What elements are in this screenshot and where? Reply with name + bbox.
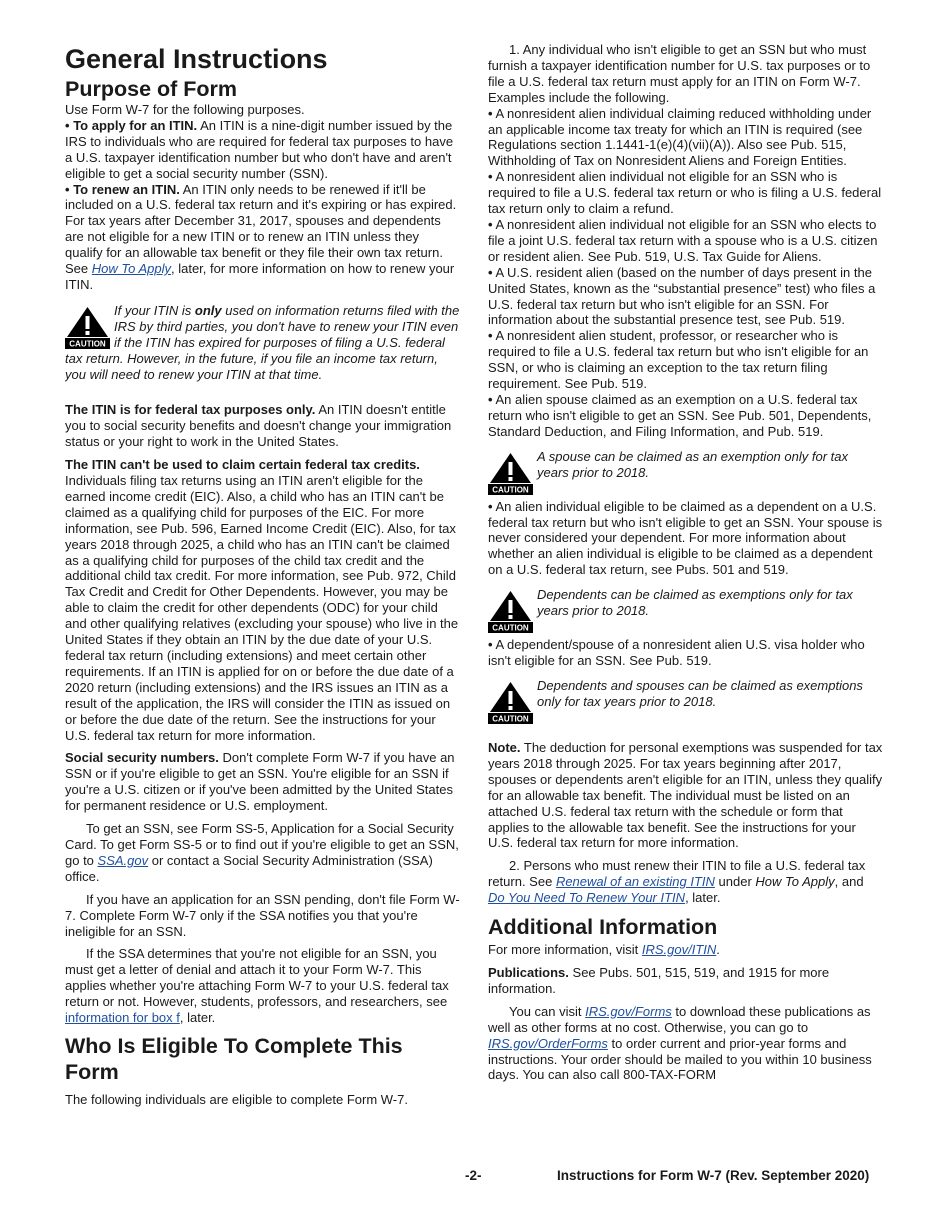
renew-heading: To renew an ITIN. (73, 181, 180, 197)
caution-text: A spouse can be claimed as an exemption only for tax years prior to 2018. (537, 448, 848, 480)
item-2-text: , and (834, 874, 864, 890)
bullet-text: A nonresident alien individual not eligible for an SSN who elects to file a joint U.S. federal tax return with a spouse who is a U.S. citizen or resident alien. See Pub. 519, U.S. Tax Guide for Aliens. (488, 216, 878, 264)
bullet-text: A nonresident alien student, professor, or researcher who is required to file a U.S. federal tax return but who isn't eligible for an SSN, or who is claiming an exception to the tax return filing requirement. See Pub. 519. (488, 328, 869, 392)
footer-title: Instructions for Form W-7 (Rev. September 2020) (557, 1168, 870, 1183)
item-2-text: under (714, 874, 756, 890)
left-column (65, 42, 460, 1108)
caution-note (65, 303, 460, 383)
note-heading: Note. (488, 740, 521, 755)
get-ssn-text: To get an SSN, see Form SS-5, Application for a Social Security Card. To get Form SS-5 or to find out if you're eligible to get an SSN, go to (65, 821, 459, 868)
more-info-text: For more information, visit (488, 942, 642, 958)
bullet-icon: • (488, 391, 493, 407)
denial-text-end: , later. (179, 1010, 216, 1026)
pending-paragraph: If you have an application for an SSN pending, don't file Form W-7. Complete Form W-7 only if the SSA notifies you that you're ineligible for an SSN. (65, 891, 460, 939)
irs-order-forms-link[interactable]: IRS.gov/OrderForms (488, 1035, 608, 1051)
caution-text-start: If your ITIN is (114, 302, 195, 318)
federal-heading: The ITIN is for federal tax purposes only. (65, 402, 316, 418)
ssn-paragraph (65, 750, 460, 814)
eligible-intro: The following individuals are eligible to complete Form W-7. (65, 1091, 408, 1107)
purpose-heading: Purpose of Form (65, 77, 238, 101)
caution-label: CAUTION (69, 339, 106, 349)
visit-text-end: to order current and prior-year forms and instructions. Your order should be mailed to you within 10 business days. You can also call 800-TAX-FORM (488, 1035, 872, 1083)
bullet-icon: • (65, 117, 70, 133)
bullet-text: A dependent/spouse of a nonresident alien U.S. visa holder who isn't eligible for an SSN. See Pub. 519. (488, 637, 865, 669)
caution-icon (488, 589, 533, 633)
bullet-icon: • (488, 328, 493, 344)
page-number: -2- (465, 1168, 482, 1183)
bullet-item (488, 217, 883, 265)
caution-text: Dependents can be claimed as exemptions only for tax years prior to 2018. (537, 587, 853, 619)
bullet-item (488, 169, 883, 217)
bullet-text: An alien individual eligible to be claimed as a dependent on a U.S. federal tax return but who isn't eligible to get an SSN. Your spouse is never considered your dependent. For more information about whether an alien individual is eligible to be claimed as a dependent on a U.S. federal tax return, see Pubs. 501 and 519. (488, 498, 883, 578)
renew-text-end: , later, for more information on how to renew your ITIN. (65, 261, 455, 292)
caution-label: CAUTION (492, 714, 529, 724)
federal-text: An ITIN doesn't entitle you to social security benefits and doesn't change your immigration status or your right to work in the United States. (65, 402, 452, 450)
how-to-apply-link[interactable]: How To Apply (91, 261, 171, 277)
denial-paragraph (65, 946, 460, 1026)
item-2-paragraph (488, 858, 883, 906)
denial-text: If the SSA determines that you're not eligible for an SSN, you must get a letter of denial and attach it to your Form W-7. This applies whether you're attaching Form W-7 to your U.S. federal tax return or not. However, students, professors, and researchers, see (65, 946, 449, 1010)
right-column (488, 42, 883, 1083)
how-to-apply-ref: How To Apply (755, 874, 835, 890)
item-1-paragraph: 1. Any individual who isn't eligible to get an SSN but who must furnish a taxpayer identification number for U.S. tax purposes or to file a U.S. federal tax return must apply for an ITIN on Form W-7. Examples include the following. (488, 42, 871, 105)
apply-text: An ITIN is a nine-digit number issued by the IRS to individuals who are required for federal tax purposes to have a U.S. taxpayer identification number but who don't have and aren't eligible to get a social security number (SSN). (65, 117, 454, 181)
note-paragraph (488, 740, 883, 851)
credits-heading: The ITIN can't be used to claim certain federal tax credits. (65, 457, 420, 473)
bullet-icon: • (488, 498, 493, 514)
tax-credits-paragraph (65, 457, 460, 743)
publications-paragraph (488, 965, 883, 997)
bullet-text: An alien spouse claimed as an exemption on a U.S. federal tax return who isn't eligible to get an SSN. See Pub. 501, Dependents, Standard Deduction, and Filing Information, and Pub. 519. (488, 391, 872, 439)
apply-heading: To apply for an ITIN. (73, 117, 198, 133)
bullet-text: A nonresident alien individual claiming reduced withholding under an applicable income tax treaty for which an ITIN is required (see Regulations section 1.1441-1(e)(4)(vii)(A)). Also see Pub. 515, Withholding of Tax on Nonresident Aliens and Foreign Entities. (488, 105, 872, 169)
ssa-gov-link[interactable]: SSA.gov (97, 852, 149, 868)
bullet-item (488, 637, 883, 669)
get-ssn-text-end: or contact a Social Security Administration (SSA) office. (65, 852, 433, 884)
publications-text: See Pubs. 501, 515, 519, and 1915 for more information. (488, 964, 830, 996)
caution-text-end: used on information returns filed with the IRS by third parties, you don't have to renew your ITIN even if the ITIN has expired for purposes of filing a U.S. federal tax return. However, in the future, if you file an income tax return, you will need to renew your ITIN at that time. (65, 302, 460, 382)
caution-note (488, 449, 883, 495)
renew-paragraph (65, 182, 460, 293)
federal-purposes-paragraph (65, 402, 460, 450)
bullet-icon: • (488, 637, 493, 653)
get-ssn-paragraph (65, 821, 460, 885)
bullet-item (488, 328, 883, 392)
additional-info-heading: Additional Information (488, 915, 718, 940)
more-info-end: . (716, 942, 720, 958)
caution-icon (488, 451, 533, 495)
caution-emphasis: only (194, 302, 222, 318)
visit-forms-paragraph (488, 1004, 883, 1084)
credits-text: Individuals filing tax returns using an ITIN aren't eligible for the earned income credit (EIC). Also, a child who has an ITIN can't be claimed as a qualifying child for purposes of the EIC. For more information, see Pub. 596, Earned Income Credit (EIC). Also, for tax years 2018 through 2025, a child who has an ITIN can't be claimed as a qualifying child for purposes of the child tax credit and the additional child tax credit. For more information, see Pub. 972, Child Tax Credit and Credit for Other Dependents. However, you may be able to claim the credit for other dependents (ODC) for your child and other qualifying relatives (excluding your spouse) who live in the United States if they obtain an ITIN by the due date of your U.S. federal tax return (including extensions) and meet certain other requirements. If an ITIN is applied for on or before the due date of a 2020 return (including extensions) and the IRS issues an ITIN as a result of the application, the IRS will consider the ITIN as issued on or before the due date of the return. See the instructions for your U.S. federal tax return for more information. (65, 473, 459, 743)
item-2-text: 2. Persons who must renew their ITIN to file a U.S. federal tax return. See (488, 858, 866, 890)
renew-text: An ITIN only needs to be renewed if it'll be included on a U.S. federal tax return and it's expiring or has expired. For tax years after December 31, 2017, spouses and dependents are not eligible for a new ITIN or to renew an ITIN unless they qualify for an allowable tax benefit or they file their own tax return. See (65, 181, 457, 277)
caution-label: CAUTION (492, 623, 529, 633)
caution-text (65, 303, 460, 383)
bullet-item (488, 392, 883, 440)
page-title: General Instructions (65, 44, 328, 74)
irs-itin-link[interactable]: IRS.gov/ITIN (641, 942, 717, 958)
bullet-item (488, 499, 883, 579)
do-you-need-to-renew-link[interactable]: Do You Need To Renew Your ITIN (488, 890, 686, 906)
caution-note (488, 678, 883, 724)
bullet-text: A U.S. resident alien (based on the number of days present in the United States, known as the “substantial presence” test) who files a U.S. federal tax return but who isn't eligible for an SSN. For information about the substantial presence test, see Pub. 519. (488, 264, 876, 328)
bullet-icon: • (488, 264, 493, 280)
bullet-icon: • (488, 105, 493, 121)
more-info-paragraph (488, 942, 883, 958)
bullet-icon: • (488, 169, 493, 185)
bullet-icon: • (488, 216, 493, 232)
bullet-item (488, 265, 883, 329)
visit-text: You can visit (509, 1003, 586, 1019)
caution-text: Dependents and spouses can be claimed as exemptions only for tax years prior to 2018. (537, 678, 863, 709)
bullet-text: A nonresident alien individual not eligible for an SSN who is required to file a U.S. federal tax return or who is filing a U.S. federal tax return only to claim a refund. (488, 169, 882, 217)
caution-icon (488, 680, 533, 724)
bullet-icon: • (65, 181, 70, 197)
note-text: The deduction for personal exemptions was suspended for tax years 2018 through 2025. For tax years beginning after 2017, spouses or dependents aren't eligible for an ITIN, unless they qualify for an allowable tax benefit. The individual must be listed on an attached U.S. federal tax return with the schedule or form that applies to the allowable tax benefit. See the instructions for your U.S. federal tax return for more information. (488, 740, 883, 851)
item-2-text-end: , later. (685, 890, 721, 906)
eligible-heading: Who Is Eligible To Complete This Form (65, 1033, 403, 1084)
caution-icon (65, 305, 110, 349)
ssn-text: Don't complete Form W-7 if you have an SSN or if you're eligible to get an SSN. You're eligible for an SSN if you're a U.S. citizen or if you've been admitted by the United States for permanent residence or U.S. employment. (65, 750, 455, 814)
ssn-heading: Social security numbers. (65, 750, 219, 766)
apply-paragraph (65, 118, 460, 182)
irs-forms-link[interactable]: IRS.gov/Forms (585, 1003, 672, 1019)
box-f-link[interactable]: information for box f (65, 1010, 180, 1026)
caution-note (488, 587, 883, 633)
purpose-intro: Use Form W-7 for the following purposes. (65, 102, 305, 117)
bullet-item (488, 106, 883, 170)
renewal-existing-itin-link[interactable]: Renewal of an existing ITIN (555, 874, 715, 890)
caution-label: CAUTION (492, 485, 529, 495)
visit-text: to download these publications as well as other forms at no cost. Otherwise, you can go to (488, 1003, 871, 1035)
publications-heading: Publications. (488, 964, 569, 980)
